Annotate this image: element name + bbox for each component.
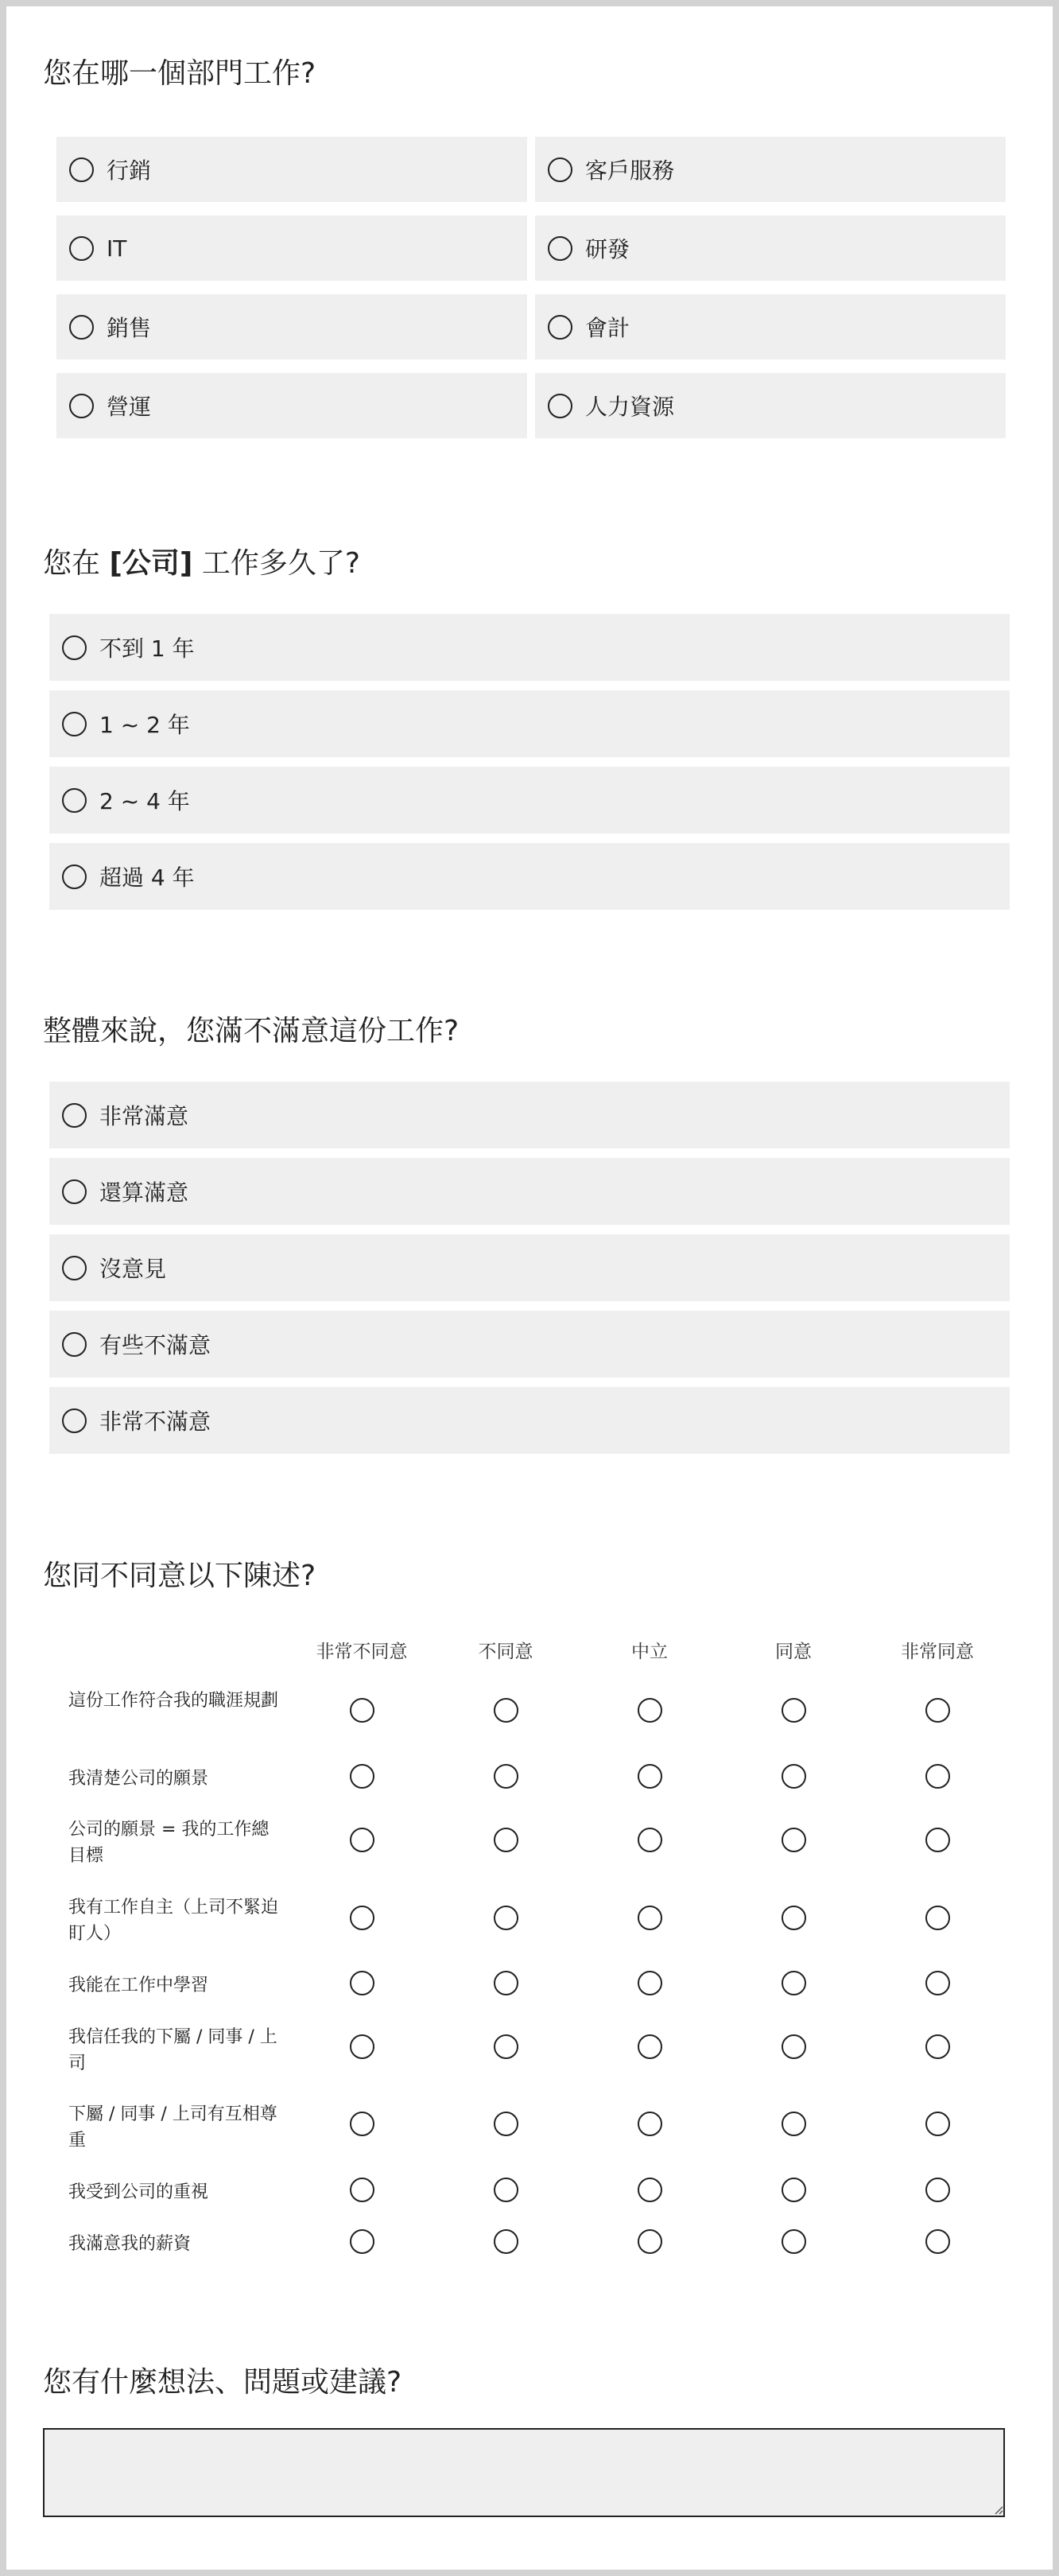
radio-icon[interactable] xyxy=(62,788,87,813)
radio-icon[interactable] xyxy=(69,157,94,182)
option-satisfaction-somewhat-dissatisfied[interactable] xyxy=(49,1311,1010,1377)
matrix-radio-trust-5[interactable] xyxy=(925,2034,950,2059)
radio-icon[interactable] xyxy=(62,712,87,736)
option-department-marketing[interactable] xyxy=(56,137,527,202)
option-satisfaction-satisfied[interactable] xyxy=(49,1158,1010,1225)
option-label: 研發 xyxy=(585,236,630,262)
matrix-radio-vision-goal-1[interactable] xyxy=(350,1828,374,1852)
matrix-radio-autonomy-2[interactable] xyxy=(494,1906,518,1930)
option-label: 沒意見 xyxy=(99,1256,167,1282)
matrix-radio-learning-1[interactable] xyxy=(350,1971,374,1995)
option-label: 有些不滿意 xyxy=(99,1332,211,1358)
question-tenure-title xyxy=(43,541,360,581)
option-department-hr[interactable] xyxy=(535,373,1006,438)
scale-header-strongly-agree: 非常同意 xyxy=(901,1642,974,1662)
matrix-radio-valued-4[interactable] xyxy=(782,2178,806,2202)
matrix-radio-respect-1[interactable] xyxy=(350,2112,374,2136)
option-label: 客戶服務 xyxy=(585,157,675,184)
radio-icon[interactable] xyxy=(62,1256,87,1280)
matrix-radio-salary-5[interactable] xyxy=(925,2229,950,2254)
matrix-radio-trust-3[interactable] xyxy=(638,2034,662,2059)
option-label: 超過 4 年 xyxy=(99,864,195,891)
option-label: 營運 xyxy=(107,394,152,420)
statement-label-salary: 我滿意我的薪資 xyxy=(68,2234,192,2254)
question-department-title: 您在哪一個部門工作? xyxy=(43,57,316,90)
title-suffix: 工作多久了? xyxy=(192,547,360,580)
statement-label-company-vision: 我清楚公司的願景 xyxy=(68,1769,209,1789)
matrix-radio-learning-3[interactable] xyxy=(638,1971,662,1995)
radio-icon[interactable] xyxy=(548,236,572,261)
scale-header-disagree: 不同意 xyxy=(478,1642,533,1662)
option-satisfaction-very-satisfied[interactable] xyxy=(49,1082,1010,1148)
matrix-radio-salary-4[interactable] xyxy=(782,2229,806,2254)
radio-icon[interactable] xyxy=(62,635,87,660)
radio-icon[interactable] xyxy=(62,864,87,889)
statement-label-vision-goal: 公司的願景 = 我的工作總目標 xyxy=(68,1820,270,1866)
statement-label-learning: 我能在工作中學習 xyxy=(68,1976,209,1995)
matrix-radio-salary-2[interactable] xyxy=(494,2229,518,2254)
radio-icon[interactable] xyxy=(62,1103,87,1128)
scale-header-agree: 同意 xyxy=(775,1642,812,1662)
matrix-radio-vision-goal-3[interactable] xyxy=(638,1828,662,1852)
matrix-radio-career-plan-1[interactable] xyxy=(350,1698,374,1723)
resize-grip-icon[interactable] xyxy=(994,2505,1003,2515)
statement-label-trust: 我信任我的下屬 / 同事 / 上司 xyxy=(68,2027,277,2073)
option-tenure-over-4[interactable] xyxy=(49,843,1010,910)
matrix-radio-respect-2[interactable] xyxy=(494,2112,518,2136)
radio-icon[interactable] xyxy=(548,315,572,340)
company-placeholder: [公司] xyxy=(109,547,193,580)
statement-label-career-plan: 這份工作符合我的職涯規劃 xyxy=(68,1691,279,1711)
option-department-accounting[interactable] xyxy=(535,294,1006,359)
option-tenure-2-4[interactable] xyxy=(49,767,1010,833)
matrix-radio-learning-4[interactable] xyxy=(782,1971,806,1995)
matrix-radio-autonomy-5[interactable] xyxy=(925,1906,950,1930)
option-tenure-1-2[interactable] xyxy=(49,690,1010,757)
matrix-radio-company-vision-3[interactable] xyxy=(638,1764,662,1789)
matrix-radio-autonomy-3[interactable] xyxy=(638,1906,662,1930)
question-feedback-title: 您有什麼想法、問題或建議? xyxy=(43,2366,402,2399)
feedback-textarea[interactable] xyxy=(43,2428,1005,2517)
statement-label-respect: 下屬 / 同事 / 上司有互相尊重 xyxy=(68,2104,277,2151)
option-label: 銷售 xyxy=(107,315,152,341)
option-department-rnd[interactable] xyxy=(535,216,1006,281)
matrix-radio-valued-5[interactable] xyxy=(925,2178,950,2202)
matrix-radio-vision-goal-5[interactable] xyxy=(925,1828,950,1852)
title-prefix: 您在 xyxy=(43,547,110,580)
option-label: 行銷 xyxy=(107,157,152,184)
scale-header-strongly-disagree: 非常不同意 xyxy=(316,1642,408,1662)
statement-label-valued: 我受到公司的重視 xyxy=(68,2182,209,2202)
matrix-radio-company-vision-2[interactable] xyxy=(494,1764,518,1789)
matrix-radio-autonomy-4[interactable] xyxy=(782,1906,806,1930)
option-department-it[interactable] xyxy=(56,216,527,281)
option-department-sales[interactable] xyxy=(56,294,527,359)
option-label: 會計 xyxy=(585,315,630,341)
option-label: 還算滿意 xyxy=(99,1179,189,1206)
option-tenure-under-1[interactable] xyxy=(49,614,1010,681)
matrix-radio-respect-3[interactable] xyxy=(638,2112,662,2136)
matrix-radio-trust-4[interactable] xyxy=(782,2034,806,2059)
radio-icon[interactable] xyxy=(62,1332,87,1357)
question-agreement-title: 您同不同意以下陳述? xyxy=(43,1560,316,1592)
option-label: 非常不滿意 xyxy=(99,1408,211,1435)
matrix-radio-career-plan-3[interactable] xyxy=(638,1698,662,1723)
option-label: 非常滿意 xyxy=(99,1103,189,1129)
matrix-radio-learning-5[interactable] xyxy=(925,1971,950,1995)
matrix-radio-salary-1[interactable] xyxy=(350,2229,374,2254)
matrix-radio-autonomy-1[interactable] xyxy=(350,1906,374,1930)
question-satisfaction-title: 整體來說，您滿不滿意這份工作? xyxy=(43,1015,460,1047)
option-label: 人力資源 xyxy=(585,394,675,420)
matrix-radio-career-plan-2[interactable] xyxy=(494,1698,518,1723)
radio-icon[interactable] xyxy=(62,1179,87,1204)
radio-icon[interactable] xyxy=(548,157,572,182)
option-label: 不到 1 年 xyxy=(99,635,195,662)
matrix-radio-vision-goal-4[interactable] xyxy=(782,1828,806,1852)
matrix-radio-respect-5[interactable] xyxy=(925,2112,950,2136)
matrix-radio-company-vision-4[interactable] xyxy=(782,1764,806,1789)
matrix-radio-trust-1[interactable] xyxy=(350,2034,374,2059)
matrix-radio-career-plan-5[interactable] xyxy=(925,1698,950,1723)
option-label: IT xyxy=(107,235,127,262)
option-satisfaction-very-dissatisfied[interactable] xyxy=(49,1387,1010,1454)
option-department-operations[interactable] xyxy=(56,373,527,438)
scale-header-neutral: 中立 xyxy=(631,1642,668,1662)
option-department-customer-service[interactable] xyxy=(535,137,1006,202)
matrix-radio-learning-2[interactable] xyxy=(494,1971,518,1995)
option-satisfaction-neutral[interactable] xyxy=(49,1234,1010,1301)
matrix-radio-valued-2[interactable] xyxy=(494,2178,518,2202)
matrix-radio-salary-3[interactable] xyxy=(638,2229,662,2254)
matrix-radio-company-vision-1[interactable] xyxy=(350,1764,374,1789)
matrix-radio-respect-4[interactable] xyxy=(782,2112,806,2136)
matrix-radio-vision-goal-2[interactable] xyxy=(494,1828,518,1852)
matrix-radio-valued-1[interactable] xyxy=(350,2178,374,2202)
radio-icon[interactable] xyxy=(69,315,94,340)
matrix-radio-career-plan-4[interactable] xyxy=(782,1698,806,1723)
option-label: 1 ~ 2 年 xyxy=(99,712,190,738)
radio-icon[interactable] xyxy=(69,394,94,418)
matrix-radio-company-vision-5[interactable] xyxy=(925,1764,950,1789)
option-label: 2 ~ 4 年 xyxy=(99,788,190,814)
radio-icon[interactable] xyxy=(548,394,572,418)
matrix-radio-valued-3[interactable] xyxy=(638,2178,662,2202)
radio-icon[interactable] xyxy=(62,1408,87,1433)
radio-icon[interactable] xyxy=(69,236,94,261)
statement-label-autonomy: 我有工作自主（上司不緊迫盯人） xyxy=(68,1898,279,1944)
matrix-radio-trust-2[interactable] xyxy=(494,2034,518,2059)
